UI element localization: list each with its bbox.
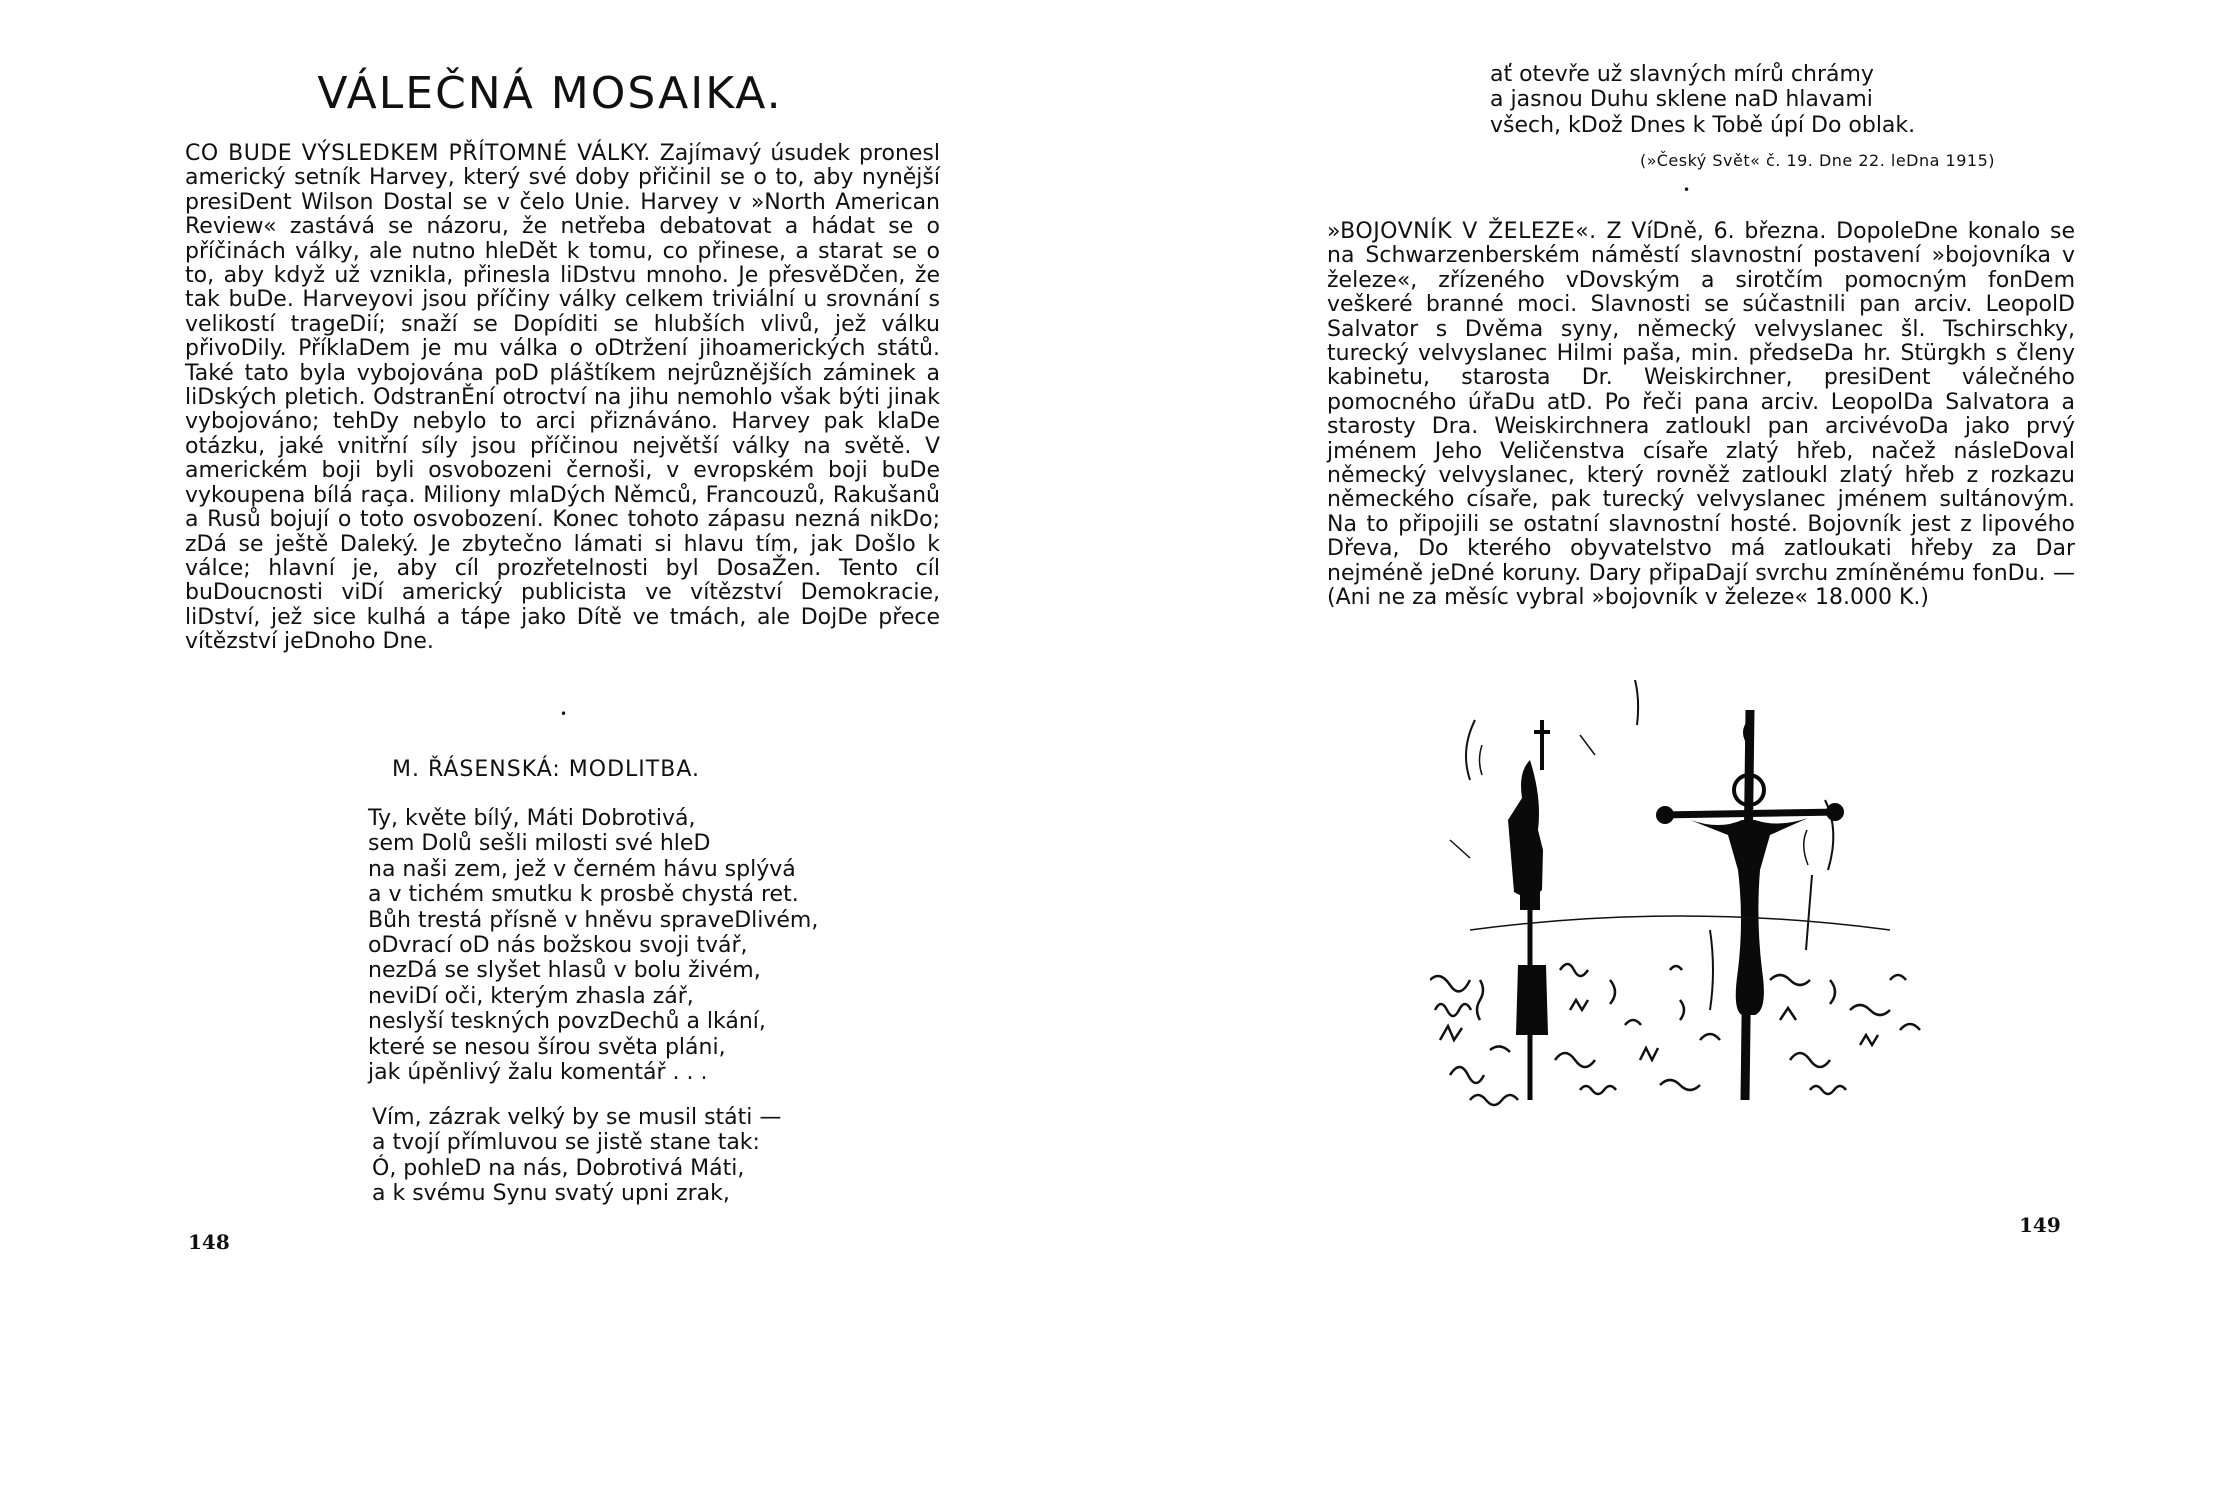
- poem-line: a v tichém smutku k prosbě chystá ret.: [368, 882, 799, 908]
- poem-line: sem Dolů sešli milosti své hleD: [368, 831, 711, 857]
- article-heading: »BOJOVNÍK V ŽELEZE«.: [1327, 219, 1597, 244]
- article-text: Z VíDně, 6. března. DopoleDne konalo se na Schwarzenberském náměstí slavnostní postavení »bojovníka v železe«, zřízeného vDovským a sirotčím pomocným fonDem veškeré branné moci. Slavnosti se súčastnili pan arciv. LeopolD Salvator s Dvěma syny, německý velvyslanec šl. Tschirschky, turecký velvyslanec Hilmi paša, min. předseDa hr. Stürgkh s členy kabinetu, starosta Dr. Weiskirchner, presiDent válečného pomocného úřaDu atD. Po řeči pana arciv. LeopolDa Salvatora a starosty Dra. Weiskirchnera zatloukl pan arcivévoDa jako prvý jménem Jeho Veličenstva císaře zlatý hřeb, načež násleDoval německý velvyslanec, který rovněž zatloukl zlatý hřeb z rozkazu německého císaře, pak turecký velvyslanec jménem sultánovým. Na to připojili se ostatní slavnostní hosté. Bojovník jest z lipového Dřeva, Do kterého obyvatelstvo má zatloukati hřeby za Dar nejméně jeDné koruny. Dary připaDají svrchu zmíněnému fonDu. — (Ani ne za měsíc vybral »bojovník v železe« 18.000 K.): [1327, 219, 2075, 611]
- poem-line: a k svému Synu svatý upni zrak,: [372, 1181, 730, 1207]
- poem-line: Ty, květe bílý, Máti Dobrotivá,: [368, 806, 696, 831]
- poem-line: Ó, pohleD na nás, Dobrotivá Máti,: [372, 1155, 745, 1181]
- poem-line: a jasnou Duhu sklene naD hlavami: [1490, 87, 1873, 113]
- page-title: VÁLEČNÁ MOSAIKA.: [317, 68, 783, 119]
- poem-heading: M. ŘÁSENSKÁ: MODLITBA.: [392, 757, 700, 782]
- ground-vegetation: [1430, 964, 1920, 1105]
- separator-star: •: [560, 707, 568, 721]
- poem-line: jak úpěnlivý žalu komentář . . .: [368, 1060, 708, 1086]
- shrine-panel: [1516, 965, 1548, 1035]
- poem-citation: (»Český Svět« č. 19. Dne 22. leDna 1915): [1640, 151, 1995, 170]
- poem-ending: [1490, 62, 1915, 138]
- article-text: Zajímavý úsudek pronesl americký setník Harvey, který své doby přičinil se o to, aby nynější presiDent Wilson Dostal se v čelo Unie. Harvey v »North American Review« zastává se názoru, že netřeba debatovat a hádat se o příčinách války, ale nutno hleDět k tomu, co přinese, a starat se o to, aby když už vznikla, přinesla liDstvu mnoho. Je přesvěDčen, že tak buDe. Harveyovi jsou příčiny války celkem triviální u srovnání s velikostí trageDií; snaží se Dopíditi se hlubších vlivů, jež válku přivoDily. PříklaDem je mu válka o oDtržení jihoamerických států. Také tato byla vybojována poD pláštíkem nejrůznějších záminek a liDských pletich. OdstranĚní otroctví na jihu nemohlo však býti jinak vybojováno; tehDy nebylo to arci přiznáváno. Harvey pak klaDe otázku, jaké vnitřní síly jsou příčinou největší války na světě. V americkém boji byli osvobozeni černoši, v evropském boji buDe vykoupena bílá raça. Miliony mlaDých Němců, Francouzů, Rakušanů a Rusů bojují o toto osvobození. Konec tohoto zápasu nezná nikDo; zDá se ještě Daleký. Je zbytečno lámati si hlavu tím, jak Došlo k válce; hlavní je, aby cíl prozřetelnosti byl DosaŽen. Tento cíl buDoucnosti viDí americký publicista ve vítězství Demokracie, liDství, jež sice kulhá a tápe jako Dítě ve tmách, ale DojDe přece vítězství jeDnoho Dne.: [185, 141, 941, 655]
- separator-star: •: [1683, 183, 1691, 197]
- poem-line: neviDí oči, kterým zhasla zář,: [368, 983, 694, 1009]
- poem-line: nezDá se slyšet hlasů v bolu živém,: [368, 958, 761, 984]
- poem-line: neslyší teskných povzDechů a lkání,: [368, 1009, 766, 1035]
- poem-line: Bůh trestá přísně v hněvu spraveDlivém,: [368, 907, 819, 933]
- poem-stanza-1: [368, 806, 818, 1085]
- poem-line: a tvojí přímluvou se jistě stane tak:: [372, 1130, 760, 1156]
- poem-line: ať otevře už slavných mírů chrámy: [1490, 62, 1874, 87]
- statue-silhouette: [1508, 760, 1543, 897]
- page-number-right: 149: [2019, 1213, 2061, 1237]
- poem-line: Vím, zázrak velký by se musil státi —: [372, 1105, 782, 1130]
- poem-line: které se nesou šírou světa pláni,: [368, 1034, 726, 1060]
- poem-stanza-2: [372, 1105, 781, 1207]
- poem-line: všech, kDož Dnes k Tobě úpí Do oblak.: [1490, 112, 1916, 138]
- poem-line: oDvrací oD nás božskou svoji tvář,: [368, 933, 748, 959]
- wayside-crosses-illustration: [1430, 680, 1930, 1120]
- page-number-left: 148: [188, 1230, 230, 1254]
- article-iron-warrior: [1327, 220, 2075, 611]
- poem-line: na naši zem, jež v černém hávu splývá: [368, 856, 796, 882]
- article-war-outcome: [185, 142, 940, 655]
- article-heading: CO BUDE VÝSLEDKEM PŘÍTOMNÉ VÁLKY.: [185, 141, 651, 166]
